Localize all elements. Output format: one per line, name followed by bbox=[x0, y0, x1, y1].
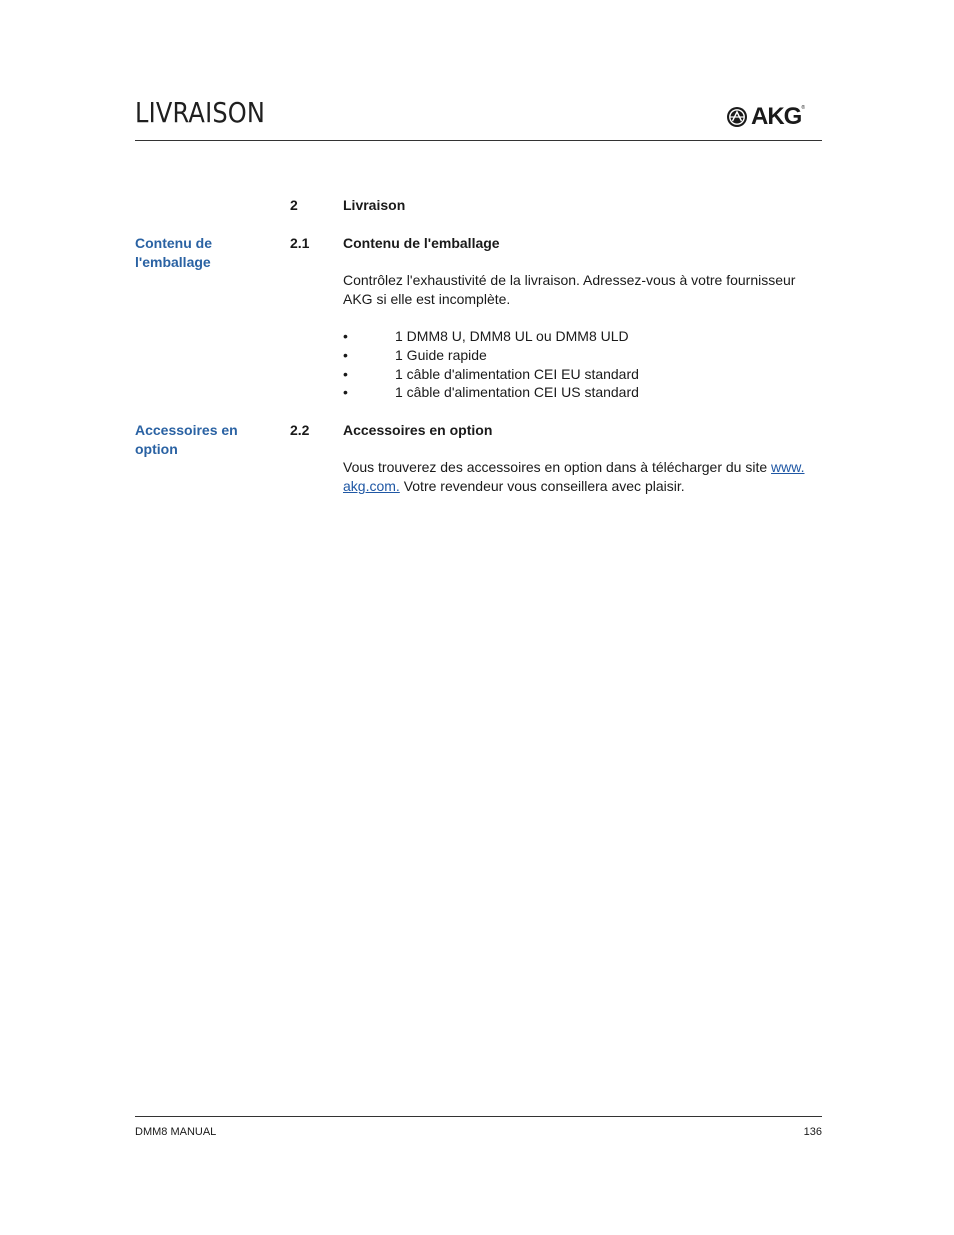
akg-emblem-icon bbox=[726, 106, 748, 128]
paragraph bbox=[343, 271, 823, 309]
website-link[interactable]: www. bbox=[771, 459, 805, 475]
paragraph bbox=[343, 458, 822, 496]
list-item-text: 1 DMM8 U, DMM8 UL ou DMM8 ULD bbox=[395, 328, 629, 344]
side-label-line: Contenu de bbox=[135, 235, 212, 251]
list-item-text: 1 câble d'alimentation CEI EU standard bbox=[395, 366, 639, 382]
website-link-continued[interactable]: akg.com. bbox=[343, 478, 400, 494]
subsection-title: Contenu de l'emballage bbox=[343, 235, 500, 251]
paragraph-line bbox=[343, 477, 822, 496]
header-divider bbox=[135, 140, 822, 141]
trademark-mark: ® bbox=[801, 105, 806, 111]
bullet-icon: • bbox=[343, 347, 348, 363]
bullet-icon: • bbox=[343, 366, 348, 382]
paragraph-text: Vous trouverez des accessoires en option dans à télécharger du site bbox=[343, 459, 772, 475]
subsection-number: 2.2 bbox=[290, 422, 310, 438]
akg-logo bbox=[726, 104, 805, 130]
subsection-title: Accessoires en option bbox=[343, 422, 493, 438]
side-label-line: l'emballage bbox=[135, 254, 211, 270]
side-label-accessoires bbox=[135, 421, 265, 459]
bullet-icon: • bbox=[343, 328, 348, 344]
paragraph-line bbox=[343, 458, 822, 477]
akg-logo-text: AKG bbox=[751, 103, 802, 130]
footer-divider bbox=[135, 1116, 822, 1117]
section-number: 2 bbox=[290, 197, 298, 213]
bullet-icon: • bbox=[343, 384, 348, 400]
paragraph-line: Contrôlez l'exhaustivité de la livraison. Adressez-vous à votre fournisseur bbox=[343, 272, 796, 288]
footer-manual-name: DMM8 MANUAL bbox=[135, 1126, 217, 1138]
list-item-text: 1 Guide rapide bbox=[395, 347, 487, 363]
paragraph-text: Votre revendeur vous conseillera avec plaisir. bbox=[399, 478, 685, 494]
side-label-contenu bbox=[135, 234, 265, 272]
page-number: 136 bbox=[803, 1126, 822, 1138]
subsection-number: 2.1 bbox=[290, 235, 310, 251]
list-item-text: 1 câble d'alimentation CEI US standard bbox=[395, 384, 639, 400]
side-label-line: Accessoires en bbox=[135, 422, 238, 438]
section-title: Livraison bbox=[343, 197, 406, 213]
side-label-line: option bbox=[135, 441, 178, 457]
page-title: LIVRAISON bbox=[135, 96, 266, 129]
paragraph-line: AKG si elle est incomplète. bbox=[343, 291, 511, 307]
